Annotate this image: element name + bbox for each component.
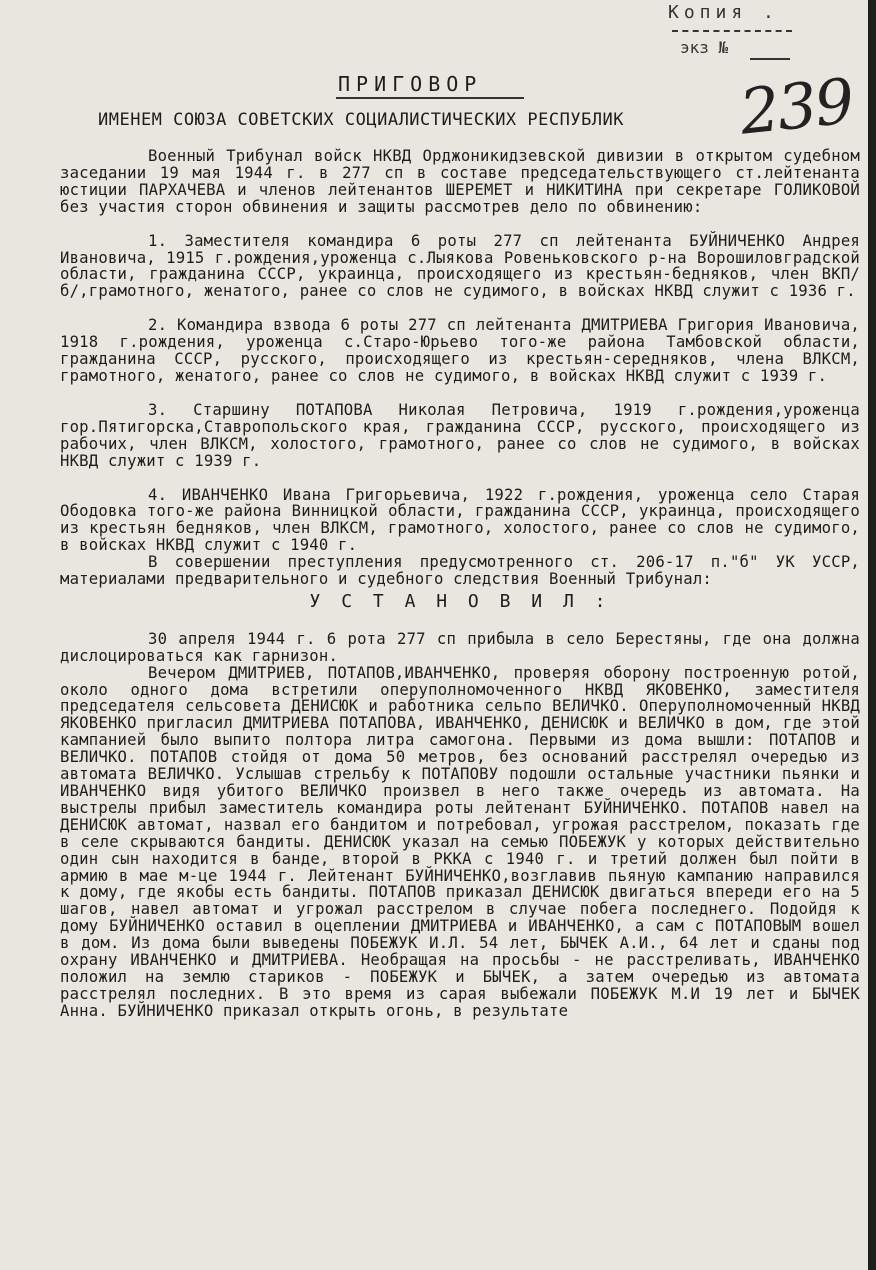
handwritten-archive-number: 239 [736, 64, 856, 149]
defendant-3-paragraph: 3. Старшину ПОТАПОВА Николая Петровича, 1919 г.рождения,уроженца гор.Пятигорска,Ставропольского края, гражданина СССР, русского, происходящего из рабочих, член ВЛКСМ, холостого, грамотного, ранее со слов не судимого, в войсках НКВД служит с 1939 г. [60, 400, 860, 470]
document-subtitle: ИМЕНЕМ СОЮЗА СОВЕТСКИХ СОЦИАЛИСТИЧЕСКИХ РЕСПУБЛИК [98, 110, 625, 130]
defendant-1-paragraph: 1. Заместителя командира 6 роты 277 сп лейтенанта БУЙНИЧЕНКО Андрея Ивановича, 1915 г.рождения,уроженца с.Лыякова Ровеньковского р-на Ворошиловградской области, гражданина СССР, украинца, происходящего из крестьян-бедняков, член ВКП/б/,грамотного, женатого, ранее со слов не судимого, в войсках НКВД служит с 1936 г. [60, 231, 860, 301]
facts-paragraph-2: Вечером ДМИТРИЕВ, ПОТАПОВ,ИВАНЧЕНКО, проверяя оборону построенную ротой, около одного дома встретили оперуполномоченного НКВД ЯКОВЕНКО, заместителя председателя сельсовета ДЕНИСЮК и работника сельпо ВЕЛИЧКО. Оперуполномоченный НКВД ЯКОВЕНКО пригласил ДМИТРИЕВА ПОТАПОВА, ИВАНЧЕНКО, ДЕНИСЮК и ВЕЛИЧКО в дом, где этой кампанией было выпито полтора литра самогона. Первыми из дома вышли: ПОТАПОВ и ВЕЛИЧКО. ПОТАПОВ стойдя от дома 50 метров, без оснований расстрелял очередью из автомата ВЕЛИЧКО. Услышав стрельбу к ПОТАПОВУ подошли остальные участники пьянки и ИВАНЧЕНКО видя убитого ВЕЛИЧКО произвел в него также очередь из автомата. На выстрелы прибыл заместитель командира роты лейтенант БУЙНИЧЕНКО. ПОТАПОВ навел на ДЕНИСЮК автомат, назвал его бандитом и потребовал, угрожая расстрелом, показать где в селе скрываются бандиты. ДЕНИСЮК указал на семью ПОБЕЖУК у которых действительно один сын находится в банде, второй в РККА с 1940 г. и третий должен был пойти в армию в мае м-це 1944 г. Лейтенант БУЙНИЧЕНКО,возглавив пьяную кампанию направился к дому, где якобы есть бандиты. ПОТАПОВ приказал ДЕНИСЮК двигаться впереди его на 5 шагов, навел автомат и угрожал расстрелом в случае побега последнего. Подойдя к дому БУЙНИЧЕНКО оставил в оцеплении ДМИТРИЕВА и ИВАНЧЕНКО, а сам с ПОТАПОВЫМ вошел в дом. Из дома были выведены ПОБЕЖУК И.Л. 54 лет, БЫЧЕК А.И., 64 лет и сданы под охрану ИВАНЧЕНКО и ДМИТРИЕВА. Необращая на просьбы - не расстреливать, ИВАНЧЕНКО положил на землю стариков - ПОБЕЖУК и БЫЧЕК, а затем очередью из автомата расстрелял последних. В это время из сарая выбежали ПОБЕЖУК М.И 19 лет и БЫЧЕК Анна. БУЙНИЧЕНКО приказал открыть огонь, в результате [60, 663, 860, 1020]
title-underline [336, 97, 524, 99]
defendant-2-paragraph: 2. Командира взвода 6 роты 277 сп лейтенанта ДМИТРИЕВА Григория Ивановича, 1918 г.рождения, уроженца с.Старо-Юрьево того-же района Тамбовской области, гражданина СССР, русского, происходящего из крестьян-середняков, члена ВЛКСМ, грамотного, женатого, ранее со слов не судимого, в войсках НКВД служит с 1939 г. [60, 316, 860, 385]
scan-edge [868, 0, 876, 1270]
facts-paragraph-1: 30 апреля 1944 г. 6 рота 277 сп прибыла в село Берестяны, где она должна дислоцироваться как гарнизон. [60, 629, 860, 665]
established-heading: У С Т А Н О В И Л : [309, 590, 611, 612]
ekz-label: экз № [680, 38, 729, 57]
document-body [60, 148, 860, 1020]
intro-paragraph: Военный Трибунал войск НКВД Орджоникидзевской дивизии в открытом судебном заседании 19 мая 1944 г. в 277 сп в составе председательствующего ст.лейтенанта юстиции ПАРХАЧЕВА и членов лейтенантов ШЕРЕМЕТ и НИКИТИНА при секретаре ГОЛИКОВОЙ без участия сторон обвинения и защиты рассмотрев дело по обвинению: [60, 147, 860, 216]
defendant-4-paragraph: 4. ИВАНЧЕНКО Ивана Григорьевича, 1922 г.рождения, уроженца село Старая Ободовка того-же района Винницкой области, гражданина СССР, украинца, происходящего из крестьян бедняков, член ВЛКСМ, грамотного, холостого, ранее со слов не судимого, в войсках НКВД служит с 1940 г. [60, 485, 860, 555]
copy-underline [672, 30, 792, 32]
charge-paragraph: В совершении преступления предусмотренного ст. 206-17 п."б" УК УССР, материалами предварительного и судебного следствия Военный Трибунал: [60, 553, 860, 589]
document-title: ПРИГОВОР [338, 72, 483, 96]
copy-label: Копия . [668, 2, 779, 23]
ekz-underline [750, 58, 790, 60]
